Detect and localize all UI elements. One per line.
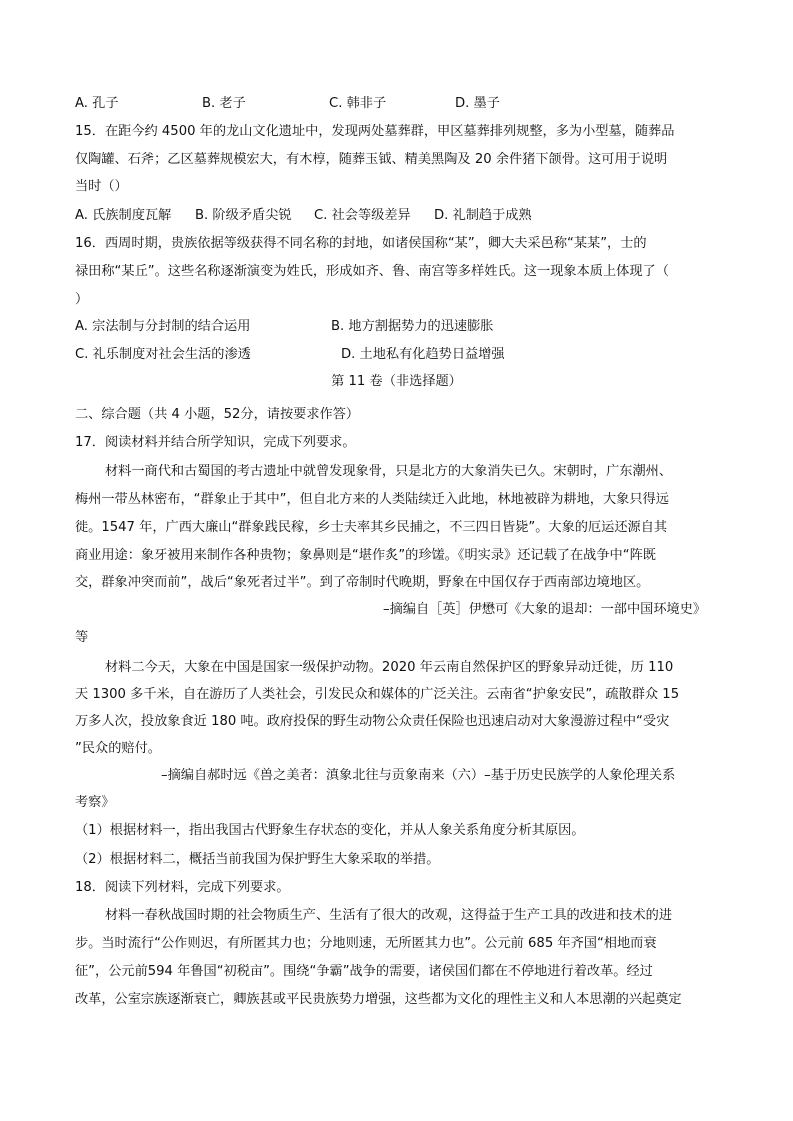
q16-option-c: C. 礼乐制度对社会生活的渗透 [75, 347, 251, 362]
q14-option-b: B. 老子 [202, 96, 246, 111]
q14-option-c: C. 韩非子 [329, 96, 387, 111]
q15-option-d: D. 礼制趋于成熟 [434, 208, 532, 223]
q18-material1-line: 改革，公室宗族逐渐衰亡，卿族甚或平民贵族势力增强，这些都为文化的理性主义和人本思潮的兴起奠定 [75, 992, 682, 1007]
q17-stem: 17．阅读材料并结合所学知识，完成下列要求。 [75, 435, 356, 450]
q14-option-a: A. 孔子 [75, 96, 119, 111]
q16-line: 禄田称“某丘”。这些名称逐渐演变为姓氏，形成如齐、鲁、南宫等多样姓氏。这一现象本质上体现了（ [75, 264, 669, 279]
q17-material2-source: –摘编自郝时远《兽之美者：滇象北往与贡象南来（六）–基于历史民族学的人象伦理关系 [161, 768, 676, 783]
q15-line: 15．在距今约 4500 年的龙山文化遗址中，发现两处墓葬群，甲区墓葬排列规整，多为小型墓，随葬品 [75, 124, 675, 139]
q15-option-c: C. 社会等级差异 [314, 208, 411, 223]
q17-material2-line: 万多人次，投放象食近 180 吨。政府投保的野生动物公众责任保险也迅速启动对大象漫游过程中“受灾 [75, 714, 670, 729]
q16-option-d: D. 土地私有化趋势日益增强 [341, 347, 505, 362]
q17-material1-line: 材料一商代和古蜀国的考古遗址中就曾发现象骨，只是北方的大象消失已久。宋朝时，广东潮州、 [105, 464, 673, 479]
q18-material1-line: 步。当时流行“公作则迟，有所匿其力也；分地则速，无所匿其力也”。公元前 685 年齐国“相地而衰 [75, 936, 657, 951]
q17-subquestion-1: （1）根据材料一，指出我国古代野象生存状态的变化，并从人象关系角度分析其原因。 [75, 823, 585, 838]
q18-material1-line: 材料一春秋战国时期的社会物质生产、生活有了很大的改观，这得益于生产工具的改进和技术的进 [105, 908, 673, 923]
q17-material1-line: 商业用途：象牙被用来制作各种贵物；象鼻则是“堪作炙”的珍馐。《明实录》还记载了在战争中“阵既 [75, 548, 656, 563]
q17-material2-line: ”民众的赔付。 [75, 741, 161, 756]
q16-line: 16．西周时期，贵族依据等级获得不同名称的封地，如诸侯国称“某”，卿大夫采邑称“某某”，士的 [75, 236, 647, 251]
q17-material2-line: 天 1300 多千米，自在游历了人类社会，引发民众和媒体的广泛关注。云南省“护象安民”，疏散群众 15 [75, 687, 680, 702]
volume-title: 第 11 卷（非选择题） [331, 374, 462, 389]
q15-line: 仅陶罐、石斧；乙区墓葬规模宏大，有木椁，随葬玉钺、精美黑陶及 20 余件猪下颌骨。这可用于说明 [75, 152, 668, 167]
q17-material1-source-tail: 等 [75, 630, 89, 645]
q15-line: 当时（） [75, 179, 128, 194]
q17-material2-source-tail: 考察》 [75, 795, 115, 810]
q16-option-b: B. 地方割据势力的迅速膨胀 [331, 319, 494, 334]
q17-material1-line: 交，群象冲突而前”，战后“象死者过半”。到了帝制时代晚期，野象在中国仅存于西南部边境地区。 [75, 575, 650, 590]
q16-option-a: A. 宗法制与分封制的结合运用 [75, 319, 251, 334]
q17-subquestion-2: （2）根据材料二，概括当前我国为保护野生大象采取的举措。 [75, 852, 440, 867]
q17-material2-line: 材料二今天，大象在中国是国家一级保护动物。2020 年云南自然保护区的野象异动迁徙，历 110 [105, 660, 674, 675]
q15-option-a: A. 氏族制度瓦解 [75, 208, 172, 223]
q18-material1-line: 征”，公元前594 年鲁国“初税亩”。围绕“争霸”战争的需要，诸侯国们都在不停地进行着改革。经过 [75, 964, 653, 979]
q17-material1-line: 梅州一带丛林密布，“群象止于其中”，但自北方来的人类陆续迁入此地，林地被辟为耕地，大象只得远 [75, 492, 669, 507]
q14-option-d: D. 墨子 [455, 96, 500, 111]
q15-option-b: B. 阶级矛盾尖锐 [195, 208, 292, 223]
q16-line: ） [75, 292, 89, 307]
q17-material1-line: 徙。1547 年，广西大廉山“群象践民稼，乡士夫率其乡民捕之，不三四日皆毙”。大象的厄运还源自其 [75, 520, 668, 535]
q17-material1-source: –摘编自［英］伊懋可《大象的退却：一部中国环境史》 [383, 602, 707, 617]
section-heading: 二、综合题（共 4 小题，52分，请按要求作答） [75, 407, 360, 422]
q18-stem: 18．阅读下列材料，完成下列要求。 [75, 880, 290, 895]
